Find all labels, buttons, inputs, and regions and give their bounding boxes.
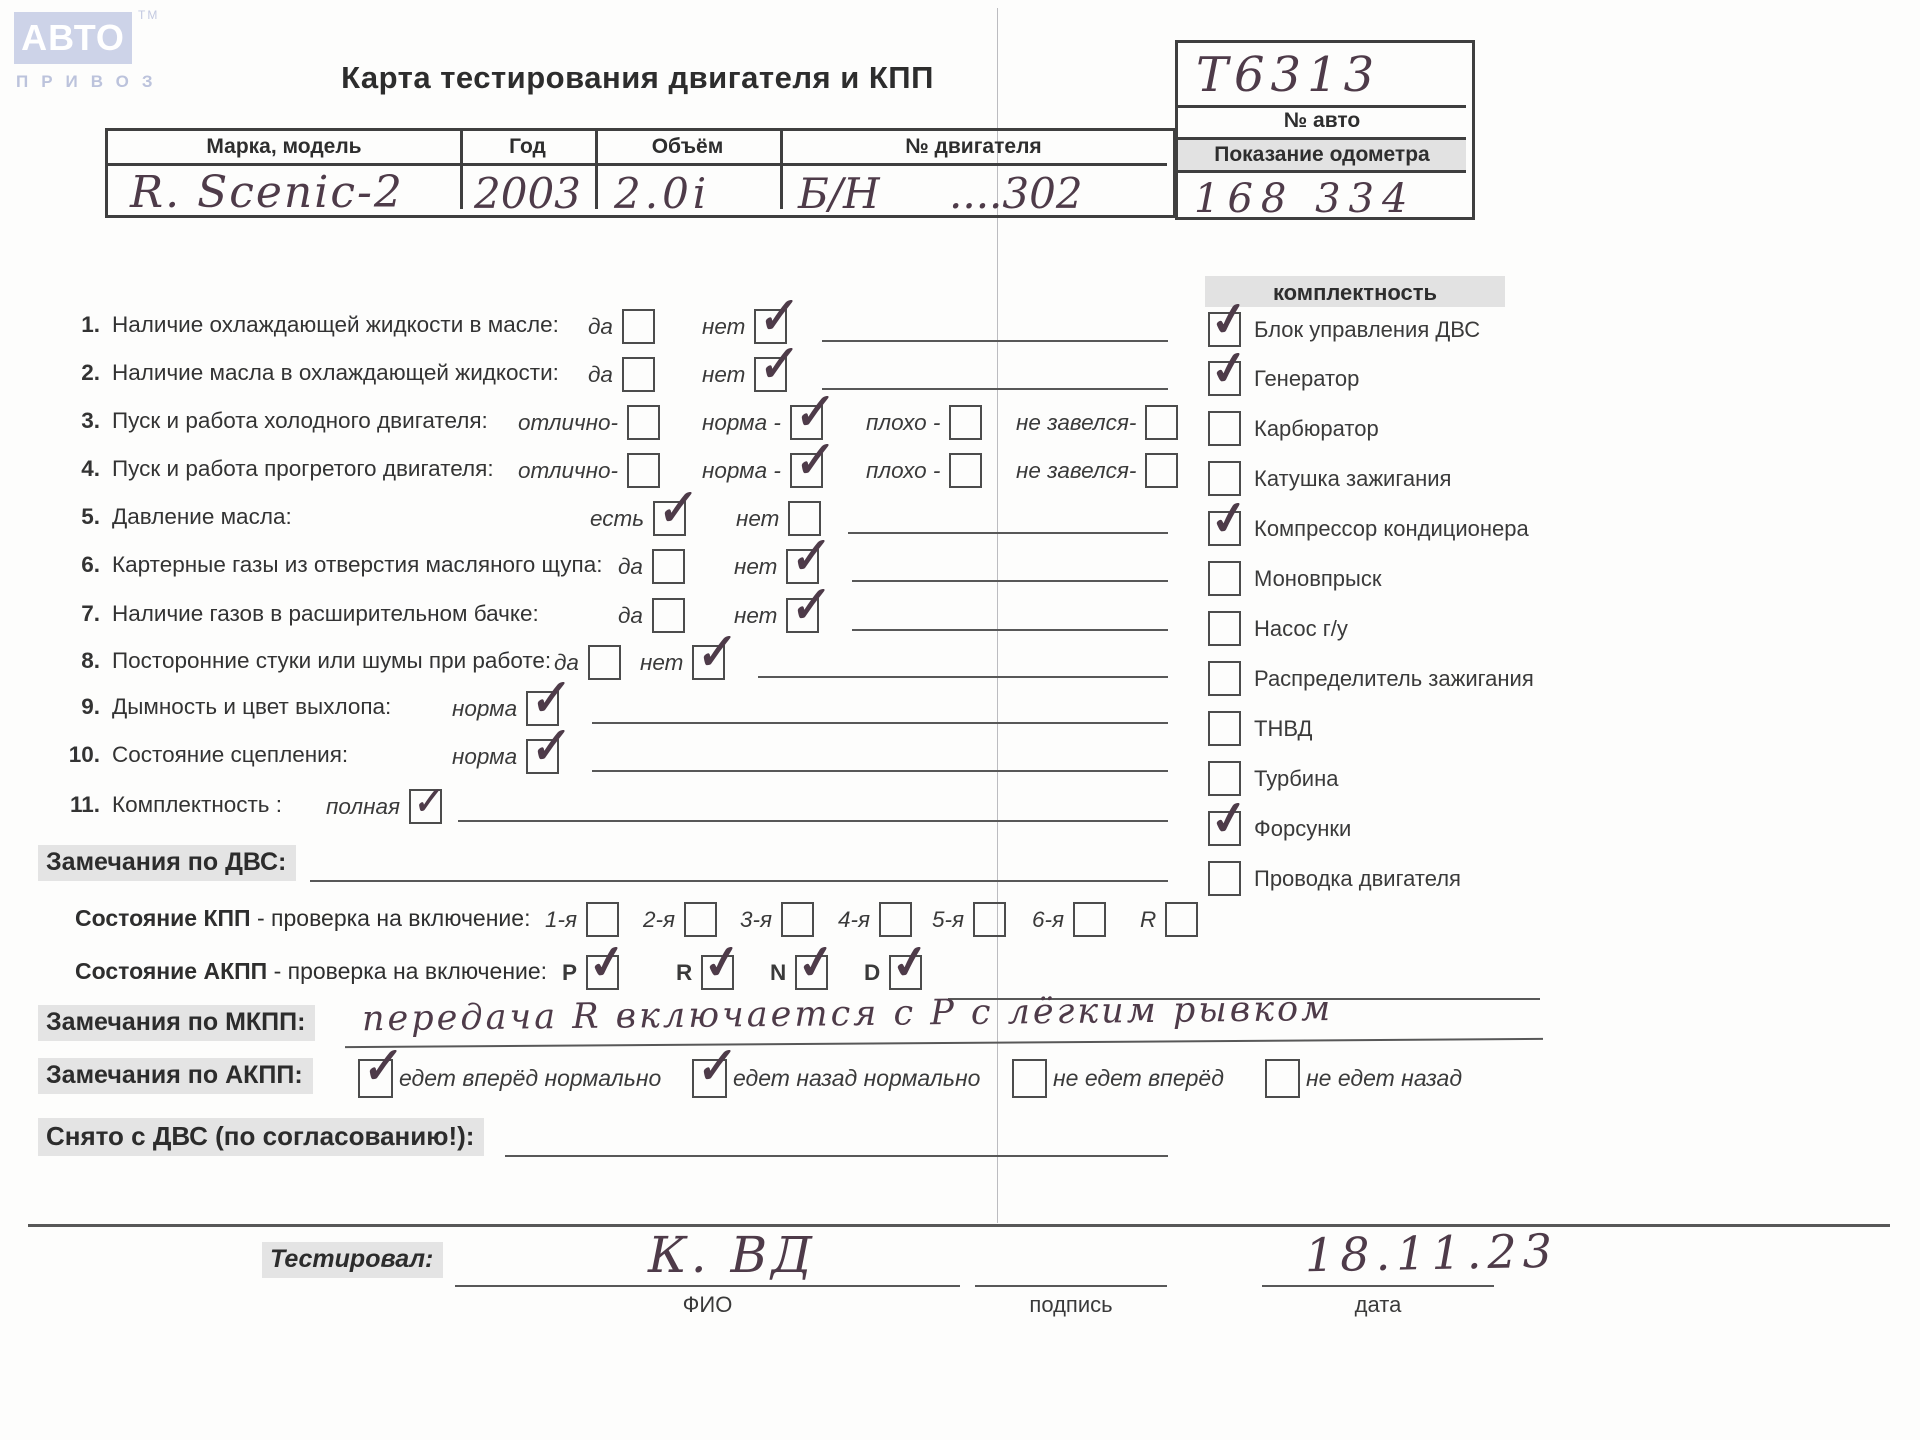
akpp-remark-option-4 bbox=[1265, 1059, 1462, 1098]
logo-brand: АВТО bbox=[21, 17, 125, 58]
item-label: Комплектность : bbox=[112, 792, 283, 817]
option-label: едет назад нормально bbox=[733, 1065, 981, 1091]
checklist-row-1 bbox=[0, 312, 1920, 352]
car-number-box bbox=[1175, 40, 1475, 220]
option-label: едет вперёд нормально bbox=[399, 1065, 662, 1091]
fio-label: ФИО bbox=[682, 1292, 733, 1317]
kpp-option-6 bbox=[1032, 902, 1106, 937]
trademark-label: ТМ bbox=[138, 8, 160, 22]
akpp-option-n bbox=[770, 955, 828, 990]
akpp-label-bold: Состояние АКПП bbox=[75, 958, 268, 984]
checkbox bbox=[1265, 1059, 1300, 1098]
checkbox bbox=[1165, 902, 1198, 937]
date-label: дата bbox=[1354, 1292, 1402, 1317]
divider bbox=[1178, 170, 1466, 173]
item-label: Наличие охлаждающей жидкости в масле: bbox=[112, 312, 559, 337]
checkbox bbox=[652, 549, 685, 584]
checklist-row-3 bbox=[0, 408, 1920, 448]
akpp-remarks-row bbox=[0, 1062, 1920, 1102]
item-label: Пуск и работа прогретого двигателя: bbox=[112, 456, 494, 481]
option-label: да bbox=[618, 602, 643, 628]
fill-line bbox=[592, 722, 1168, 724]
divider bbox=[1178, 105, 1466, 108]
completeness-label: Компрессор кондиционера bbox=[1254, 515, 1529, 541]
checkbox bbox=[949, 453, 982, 488]
option-label: норма bbox=[452, 743, 518, 769]
car-number-label: № авто bbox=[1283, 109, 1361, 132]
option-label: нет bbox=[736, 505, 780, 531]
checkbox bbox=[622, 309, 655, 344]
option-label: отлично- bbox=[518, 457, 618, 483]
checkbox bbox=[786, 598, 819, 633]
date-line bbox=[1262, 1285, 1494, 1287]
akpp-remark-option-2 bbox=[692, 1059, 980, 1098]
item-label: Наличие масла в охлаждающей жидкости: bbox=[112, 360, 559, 385]
option-label: 3-я bbox=[740, 906, 773, 932]
checkbox bbox=[652, 598, 685, 633]
option-label: нет bbox=[640, 649, 684, 675]
mkpp-remarks-line bbox=[345, 1038, 1543, 1048]
option-da bbox=[618, 549, 685, 584]
completeness-label: Проводка двигателя bbox=[1254, 865, 1461, 891]
checkbox bbox=[701, 955, 734, 990]
checklist-row-11 bbox=[0, 792, 1920, 832]
checklist-row-8 bbox=[0, 648, 1920, 688]
option-net bbox=[734, 598, 819, 633]
completeness-label: ТНВД bbox=[1254, 715, 1313, 741]
checkbox bbox=[1145, 405, 1178, 440]
option-label: 6-я bbox=[1032, 906, 1065, 932]
akpp-remarks-label: Замечания по АКПП: bbox=[38, 1058, 313, 1094]
option-da bbox=[588, 309, 655, 344]
mkpp-remarks-label: Замечания по МКПП: bbox=[38, 1005, 315, 1041]
akpp-remark-option-1 bbox=[358, 1059, 661, 1098]
removed-label: Снято с ДВС (по согласованию!): bbox=[38, 1118, 484, 1156]
option-label: R bbox=[1140, 906, 1157, 932]
option-label: 1-я bbox=[545, 906, 578, 932]
logo-subtitle: ПРИВОЗ bbox=[16, 72, 166, 91]
akpp-label-rest: - проверка на включение: bbox=[273, 958, 548, 984]
item-number: 2. bbox=[81, 360, 100, 385]
option-otlichno bbox=[518, 453, 660, 488]
odometer-label: Показание одометра bbox=[1178, 140, 1466, 171]
bottom-rule bbox=[28, 1224, 1890, 1227]
option-da bbox=[588, 357, 655, 392]
option-label: да bbox=[588, 313, 613, 339]
dvs-remarks-label: Замечания по ДВС: bbox=[38, 845, 296, 881]
kpp-option-r bbox=[1140, 902, 1198, 937]
completeness-label: Турбина bbox=[1254, 765, 1339, 791]
option-label: нет bbox=[734, 602, 778, 628]
option-label: да bbox=[588, 361, 613, 387]
option-label: R bbox=[676, 959, 693, 985]
vehicle-table bbox=[105, 128, 1176, 218]
checkbox bbox=[1145, 453, 1178, 488]
option-label: норма bbox=[452, 695, 518, 721]
checkbox bbox=[653, 501, 686, 536]
akpp-label bbox=[75, 958, 547, 985]
kpp-option-2 bbox=[643, 902, 717, 937]
option-otlichno bbox=[518, 405, 660, 440]
page-title: Карта тестирования двигателя и КПП bbox=[341, 60, 934, 95]
item-label: Наличие газов в расширительном бачке: bbox=[112, 601, 539, 626]
item-number: 10. bbox=[68, 742, 100, 767]
option-est bbox=[590, 501, 686, 536]
checkbox bbox=[1208, 861, 1241, 896]
completeness-label: Моновпрыск bbox=[1254, 565, 1382, 591]
fill-line bbox=[852, 580, 1168, 582]
checkbox bbox=[586, 902, 619, 937]
option-label: да bbox=[618, 553, 643, 579]
option-net bbox=[702, 357, 787, 392]
kpp-label-bold: Состояние КПП bbox=[75, 905, 251, 931]
fill-line bbox=[758, 676, 1168, 678]
fill-line bbox=[458, 820, 1168, 822]
checkbox bbox=[879, 902, 912, 937]
checkbox bbox=[588, 645, 621, 680]
option-label: не завелся- bbox=[1016, 409, 1137, 435]
completeness-header: комплектность bbox=[1205, 276, 1505, 307]
tested-by-label: Тестировал: bbox=[262, 1242, 443, 1278]
fill-line bbox=[852, 629, 1168, 631]
checkbox bbox=[526, 739, 559, 774]
odometer-value: 168 334 bbox=[1194, 176, 1416, 222]
checkbox bbox=[622, 357, 655, 392]
option-label: 4-я bbox=[838, 906, 871, 932]
make-header: Марка, модель bbox=[206, 135, 362, 158]
fill-line bbox=[592, 770, 1168, 772]
divider bbox=[108, 163, 1167, 166]
option-label: не завелся- bbox=[1016, 457, 1137, 483]
completeness-label: Распределитель зажигания bbox=[1254, 665, 1534, 691]
volume-value: 2.0i bbox=[614, 169, 711, 218]
option-label: плохо - bbox=[866, 409, 941, 435]
fill-line bbox=[848, 532, 1168, 534]
option-label: норма - bbox=[702, 409, 781, 435]
option-label: D bbox=[864, 959, 881, 985]
item-number: 5. bbox=[81, 504, 100, 529]
checkbox bbox=[627, 405, 660, 440]
item-label: Дымность и цвет выхлопа: bbox=[112, 694, 392, 719]
checklist-row-2 bbox=[0, 360, 1920, 400]
option-label: норма - bbox=[702, 457, 781, 483]
fio-line bbox=[455, 1285, 960, 1287]
option-net bbox=[640, 645, 725, 680]
dvs-remarks-line bbox=[310, 880, 1168, 882]
option-label: нет bbox=[702, 313, 746, 339]
kpp-option-4 bbox=[838, 902, 912, 937]
checklist-row-9 bbox=[0, 694, 1920, 734]
checkbox bbox=[586, 955, 619, 990]
item-number: 9. bbox=[81, 694, 100, 719]
car-number-value: Т6313 bbox=[1196, 47, 1381, 103]
fill-line bbox=[822, 388, 1168, 390]
option-label: 2-я bbox=[643, 906, 676, 932]
option-label: не едет назад bbox=[1306, 1065, 1463, 1091]
option-ne-zavelsya bbox=[1016, 405, 1178, 440]
checkbox bbox=[795, 955, 828, 990]
completeness-label: Карбюратор bbox=[1254, 415, 1379, 441]
completeness-label: Насос г/у bbox=[1254, 615, 1348, 641]
completeness-label: Генератор bbox=[1254, 365, 1360, 391]
item-number: 8. bbox=[81, 648, 100, 673]
checkbox bbox=[781, 902, 814, 937]
option-label: есть bbox=[590, 505, 645, 531]
item-label: Давление масла: bbox=[112, 504, 292, 529]
item-number: 4. bbox=[81, 456, 100, 481]
option-ploho bbox=[866, 453, 982, 488]
option-ne-zavelsya bbox=[1016, 453, 1178, 488]
checkbox bbox=[889, 955, 922, 990]
akpp-option-r bbox=[676, 955, 734, 990]
item-label: Пуск и работа холодного двигателя: bbox=[112, 408, 488, 433]
option-label: 5-я bbox=[932, 906, 965, 932]
mkpp-remarks-value: передача R включается с Р с лёгким рывком bbox=[361, 989, 1334, 1040]
option-label: N bbox=[770, 959, 787, 985]
option-da bbox=[618, 598, 685, 633]
item-number: 1. bbox=[81, 312, 100, 337]
checklist-row-7 bbox=[0, 601, 1920, 641]
checklist-row-6 bbox=[0, 552, 1920, 592]
kpp-label bbox=[75, 905, 530, 932]
avtoprivoz-logo bbox=[14, 12, 132, 64]
checkbox bbox=[949, 405, 982, 440]
checkbox bbox=[358, 1059, 393, 1098]
checkbox bbox=[409, 789, 442, 824]
option-label: полная bbox=[326, 793, 401, 819]
checkbox bbox=[692, 645, 725, 680]
option-label: нет bbox=[702, 361, 746, 387]
item-label: Посторонние стуки или шумы при работе: bbox=[112, 648, 552, 673]
removed-line bbox=[505, 1155, 1168, 1157]
engine-no-value: Б/Н ....302 bbox=[798, 169, 1083, 218]
item-number: 11. bbox=[69, 792, 100, 817]
completeness-label: Форсунки bbox=[1254, 815, 1352, 841]
fill-line bbox=[822, 340, 1168, 342]
option-norma bbox=[452, 739, 559, 774]
kpp-label-rest: - проверка на включение: bbox=[256, 905, 531, 931]
checkbox bbox=[684, 902, 717, 937]
option-label: отлично- bbox=[518, 409, 618, 435]
akpp-remark-option-3 bbox=[1012, 1059, 1224, 1098]
checklist-row-4 bbox=[0, 456, 1920, 496]
checkbox bbox=[973, 902, 1006, 937]
checkbox bbox=[692, 1059, 727, 1098]
option-label: нет bbox=[734, 553, 778, 579]
item-number: 3. bbox=[81, 408, 100, 433]
year-value: 2003 bbox=[474, 169, 581, 218]
checklist-row-5 bbox=[0, 504, 1920, 544]
tested-by-signature: К. ВД bbox=[648, 1226, 816, 1284]
checkbox bbox=[1073, 902, 1106, 937]
volume-header: Объём bbox=[651, 135, 724, 158]
option-ploho bbox=[866, 405, 982, 440]
kpp-row bbox=[0, 905, 1920, 945]
kpp-option-1 bbox=[545, 902, 619, 937]
engine-no-header: № двигателя bbox=[905, 135, 1042, 158]
make-value: R. Scenic-2 bbox=[130, 167, 404, 218]
kpp-option-3 bbox=[740, 902, 814, 937]
option-label: плохо - bbox=[866, 457, 941, 483]
option-label: да bbox=[554, 649, 579, 675]
item-label: Состояние сцепления: bbox=[112, 742, 349, 767]
option-label: не едет вперёд bbox=[1053, 1065, 1224, 1091]
item-label: Картерные газы из отверстия масляного щупа: bbox=[112, 552, 603, 577]
item-number: 6. bbox=[81, 552, 100, 577]
item-number: 7. bbox=[81, 601, 100, 626]
checkbox bbox=[1012, 1059, 1047, 1098]
akpp-option-d bbox=[864, 955, 922, 990]
signature-label: подпись bbox=[1029, 1292, 1113, 1317]
option-norma bbox=[702, 453, 823, 488]
kpp-option-5 bbox=[932, 902, 1006, 937]
checklist-row-10 bbox=[0, 742, 1920, 782]
checkbox bbox=[790, 453, 823, 488]
year-header: Год bbox=[509, 135, 546, 158]
date-value: 18.11.23 bbox=[1304, 1223, 1559, 1283]
akpp-option-p bbox=[562, 955, 619, 990]
option-label: P bbox=[562, 959, 578, 985]
completeness-label: Блок управления ДВС bbox=[1254, 316, 1481, 342]
checkbox bbox=[754, 357, 787, 392]
completeness-label: Катушка зажигания bbox=[1254, 465, 1452, 491]
option-polnaya bbox=[326, 789, 442, 824]
signature-line bbox=[975, 1285, 1167, 1287]
